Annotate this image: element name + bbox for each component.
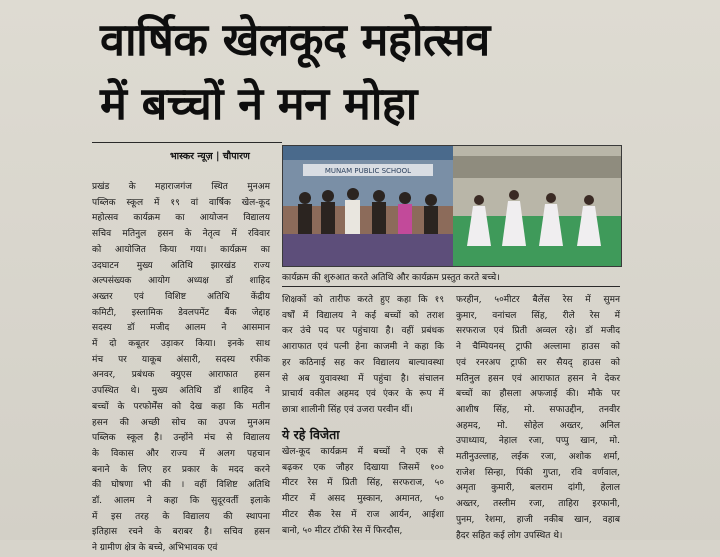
text-line: उदघाटन मुख्य अतिथि झारखंड राज्य	[92, 260, 270, 271]
text-line: अमृता कुमारी, बलराम दांगी, हेलाल	[456, 483, 620, 494]
text-line: मतिनुल हसन एवं आराफात हसन ने देकर	[456, 373, 620, 384]
byline: भास्कर न्यूज़ | चौपारण	[170, 151, 250, 162]
text-line: एवं रनरअप ट्राफी सर सैयद् हाउस को	[456, 357, 620, 368]
text-line: बच्चों के परफोर्मेंस को देख कहा कि मतीन	[92, 401, 270, 412]
article-column-1	[92, 180, 270, 557]
text-line: की घोषणा भी की । वहीं विशिष्ट अतिथि	[92, 480, 270, 491]
text-line: आशीष सिंह, मो. सफाउद्दीन, तनवीर	[456, 404, 620, 415]
text-line: पब्लिक स्कूल है। उन्होंने मंच से विद्यालय	[92, 433, 270, 444]
text-line: उपस्थित थे। मुख्य अतिथि डॉ शाहिद ने	[92, 386, 270, 397]
text-line: प्राचार्य वकील अहमद एवं एंकर के रूप में	[282, 389, 444, 400]
text-line: कुमार, वनांचल सिंह, रीले रेस में	[456, 310, 620, 321]
text-line: ने चैम्पियनस् ट्राफी अल्लामा हाउस को	[456, 342, 620, 353]
text-line: बच्चों का हौसला अफजाई की। मौके पर	[456, 389, 620, 400]
text-line: मतीनुउल्लाह, लईक रजा, अशोक शर्मा,	[456, 452, 620, 463]
headline-line-1: वार्षिक खेलकूद महोत्सव	[100, 13, 490, 66]
text-line: अख्तर, तस्लीम रजा, ताहिरा इरफानी,	[456, 499, 620, 510]
text-line: डॉ. आलम ने कहा कि सुदूरवर्ती इलाके	[92, 496, 270, 507]
text-line: कर उंचे पद पर पहुंचाया है। वहीं प्रबंधक	[282, 326, 444, 337]
text-line: मंच पर याकूब अंसारी, सदस्य रफीक	[92, 354, 270, 365]
text-line: खेल-कूद कार्यक्रम में बच्चों ने एक से	[282, 447, 444, 457]
text-line: पब्लिक स्कूल में १९ वां वार्षिक खेल-कूद	[92, 197, 270, 208]
text-line: के विकास और राज्य में अलग पहचान	[92, 448, 270, 459]
text-line: छात्रा शालीनी सिंह एवं उजरा परवीन थीं।	[282, 404, 413, 415]
text-line: पुनम, रेशमा, हाजी नकीब खान, वहाब	[456, 514, 620, 525]
text-line: हर कठिनाई सह कर विद्यालय बाल्यावस्था	[282, 357, 444, 368]
text-line: सदस्य डॉ मजीद आलम ने आसमान	[92, 323, 270, 334]
photo-caption: कार्यक्रम की शुरुआत करते अतिथि और कार्यक्रम प्रस्तुत करते बच्चे।	[282, 273, 500, 283]
text-line: बानो, ५० मीटर टॉफी रेस में फिरदौस,	[282, 525, 403, 536]
text-line: अहमद, मो. सोहेल अख्तर, अनिल	[456, 420, 620, 431]
text-line: में इस तरह के विद्यालय की स्थापना	[92, 511, 270, 522]
winners-subhead: ये रहे विजेता	[282, 427, 340, 442]
text-line: उपाध्याय, नेहाल रजा, पप्पु खान, मो.	[456, 436, 620, 447]
text-line: सचिव मतिनुल हसन के नेतृत्व में रविवार	[92, 229, 270, 240]
text-line: को आयोजित किया गया। कार्यक्रम का	[92, 244, 270, 255]
text-line: कमिटी, इस्लामिक डेवलपमेंट बैंक जेद्दाह	[92, 307, 270, 318]
text-line: अल्पसंख्यक आयोग अध्यक्ष डॉ शाहिद	[92, 276, 270, 287]
photo-banner: MUNAM PUBLIC SCHOOL	[324, 167, 412, 175]
text-line: हसन की अच्छी सोच का उपज मुनअम	[92, 417, 270, 428]
text-line: अनवर, प्रबंधक क्युएस आराफात हसन	[92, 370, 270, 381]
text-line: आराफात एवं पत्नी हेना काजमी ने कहा कि	[282, 342, 444, 353]
text-line: में दो कबूतर उड़ाकर किया। इनके साथ	[92, 339, 270, 350]
text-line: फरहीन, ५०मीटर बैलेंस रेस में सुमन	[456, 295, 620, 305]
text-line: इतिहास रचने के बराबर है। सचिव हसन	[92, 527, 270, 538]
text-line: मीटर सैक रेस में राज आर्यन, आईशा	[282, 509, 444, 520]
article-column-2	[282, 293, 444, 419]
text-line: राजेश सिन्हा, पिंकी गुप्ता, रवि वर्णवाल,	[456, 467, 620, 478]
text-line: अख्तर एवं विशिष्ट अतिथि केंद्रीय	[92, 291, 270, 302]
headline-line-2: में बच्चों ने मन मोहा	[100, 77, 417, 130]
text-line: प्रखंड के महाराजगंज स्थित मुनअम	[92, 182, 270, 192]
text-line: मीटर रेस में प्रिती सिंह, सरफराज, ५०	[282, 478, 444, 489]
event-photo-image	[283, 146, 621, 266]
text-line: वर्षों में विद्यालय ने कई बच्चों को तराश	[282, 310, 444, 321]
article-column-3	[456, 293, 620, 544]
text-line: शिक्षकों को तारीफ करते हुए कहा कि १९	[282, 295, 444, 305]
text-line: सरफराज एवं प्रिती अव्वल रहे। डॉ मजीद	[456, 326, 620, 337]
text-line: मीटर में असद मुस्कान, अमानत, ५०	[282, 494, 444, 505]
text-line: ने ग्रामीण क्षेत्र के बच्चे, अभिभावक एवं	[92, 543, 218, 554]
text-line: महोत्सव कार्यक्रम का आयोजन विद्यालय	[92, 213, 270, 224]
text-line: बनाने के लिए हर प्रकार के मदद करने	[92, 464, 270, 475]
event-photo	[282, 145, 622, 267]
article-column-2-winners	[282, 445, 444, 539]
text-line: बढ़कर एक जौहर दिखाया जिसमें १००	[282, 462, 444, 473]
caption-rule	[282, 286, 620, 287]
text-line: हैदर सहित कई लोग उपस्थित थे।	[456, 530, 563, 541]
text-line: से अब युवावस्था में पहुंचा है। संचालन	[282, 373, 444, 384]
byline-rule	[92, 142, 282, 143]
